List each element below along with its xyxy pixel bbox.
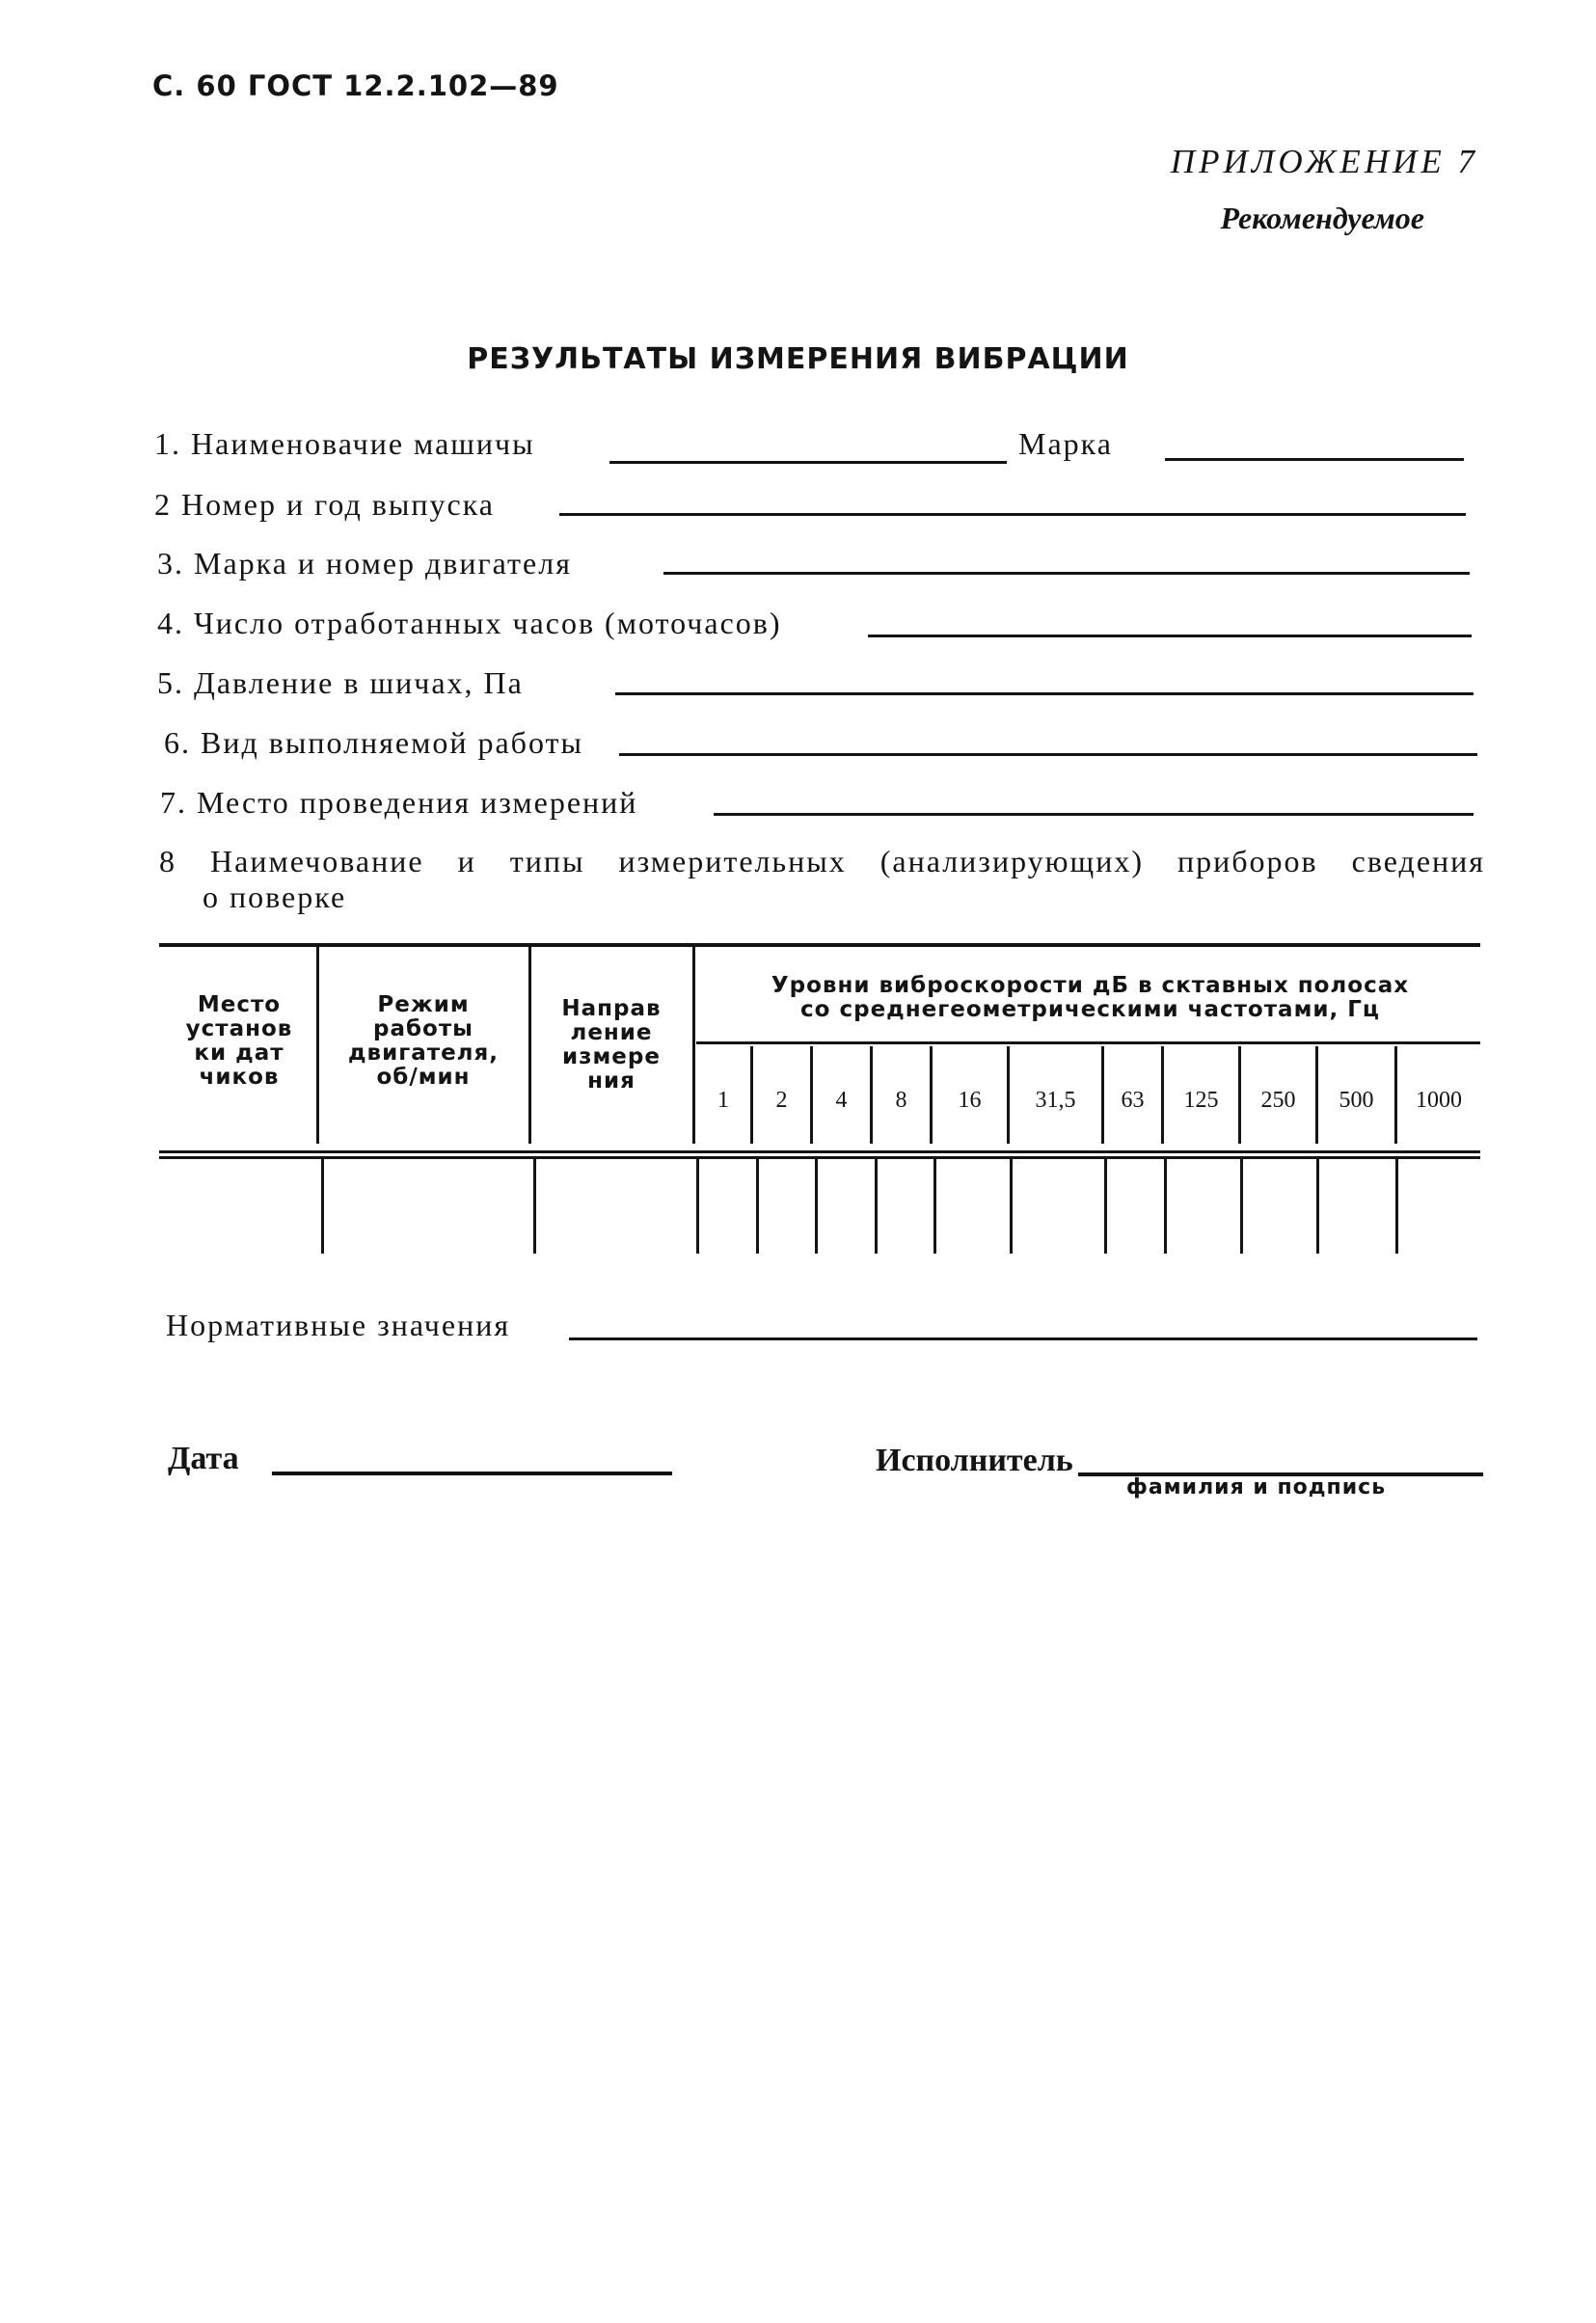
field-label-machine-name: 1. Наименовачие машичы <box>154 426 535 461</box>
freq-label: 250 <box>1260 1088 1296 1113</box>
field-label-number-year: 2 Номер и год выпуска <box>154 487 495 522</box>
executor-label: Исполнитель <box>876 1443 1073 1478</box>
field-line-hours[interactable] <box>868 635 1472 637</box>
freq-label: 1000 <box>1416 1088 1462 1113</box>
document-title: РЕЗУЛЬТАТЫ ИЗМЕРЕНИЯ ВИБРАЦИИ <box>467 342 1129 376</box>
field-label-instruments-cont: о поверке <box>203 879 347 914</box>
freq-label: 16 <box>958 1088 982 1113</box>
freq-label: 31,5 <box>1035 1088 1076 1113</box>
field-label-measurement-place: 7. Место проведения измерений <box>160 785 638 820</box>
field-line-tire-pressure[interactable] <box>615 692 1474 695</box>
freq-label: 1 <box>717 1088 729 1113</box>
field-line-brand[interactable] <box>1165 458 1464 461</box>
table-row[interactable] <box>159 1159 1480 1254</box>
signature-caption: фамилия и подпись <box>1126 1475 1387 1499</box>
date-line[interactable] <box>272 1472 672 1475</box>
table-top-rule <box>159 943 1480 947</box>
col-sep-1 <box>316 947 319 1144</box>
col-sep-2 <box>528 947 531 1144</box>
field-line-measurement-place[interactable] <box>714 813 1474 816</box>
freq-label: 4 <box>835 1088 848 1113</box>
table-group-rule <box>696 1041 1480 1044</box>
page-reference: С. 60 ГОСТ 12.2.102—89 <box>152 69 559 102</box>
field-label-work-type: 6. Вид выполняемой работы <box>164 725 583 760</box>
appendix-number: ПРИЛОЖЕНИЕ 7 <box>1170 143 1478 180</box>
col-header-direction: Направ ление измере ния <box>561 996 662 1094</box>
table-header-rule-1 <box>159 1150 1480 1153</box>
field-label-tire-pressure: 5. Давление в шичах, Па <box>157 665 524 700</box>
freq-label: 63 <box>1121 1088 1145 1113</box>
col-sep-3 <box>692 947 695 1144</box>
freq-label: 2 <box>775 1088 788 1113</box>
field-label-engine: 3. Марка и номер двигателя <box>157 546 572 581</box>
field-label-brand: Марка <box>1018 426 1113 461</box>
field-label-instruments: 8 Наимечование и типы измерительных (анализирующих) приборов сведения <box>159 844 1485 878</box>
group-header-vibration-levels: Уровни виброскорости дБ в сктавных полосах со среднегеометрическими частотами, Гц <box>771 973 1410 1022</box>
freq-label: 500 <box>1339 1088 1374 1113</box>
normative-values-line[interactable] <box>569 1337 1477 1340</box>
field-line-number-year[interactable] <box>559 513 1466 516</box>
normative-values-label: Нормативные значения <box>166 1308 511 1342</box>
freq-label: 125 <box>1183 1088 1219 1113</box>
col-header-engine-mode: Режим работы двигателя, об/мин <box>347 992 500 1090</box>
field-line-engine[interactable] <box>663 572 1470 575</box>
date-label: Дата <box>168 1441 239 1476</box>
field-line-machine-name[interactable] <box>609 461 1007 464</box>
field-label-hours: 4. Число отработанных часов (моточасов) <box>157 606 782 640</box>
freq-label: 8 <box>895 1088 907 1113</box>
appendix-status: Рекомендуемое <box>1220 201 1424 235</box>
col-header-sensor-place: Место установ ки дат чиков <box>185 992 293 1090</box>
field-line-work-type[interactable] <box>619 753 1477 756</box>
